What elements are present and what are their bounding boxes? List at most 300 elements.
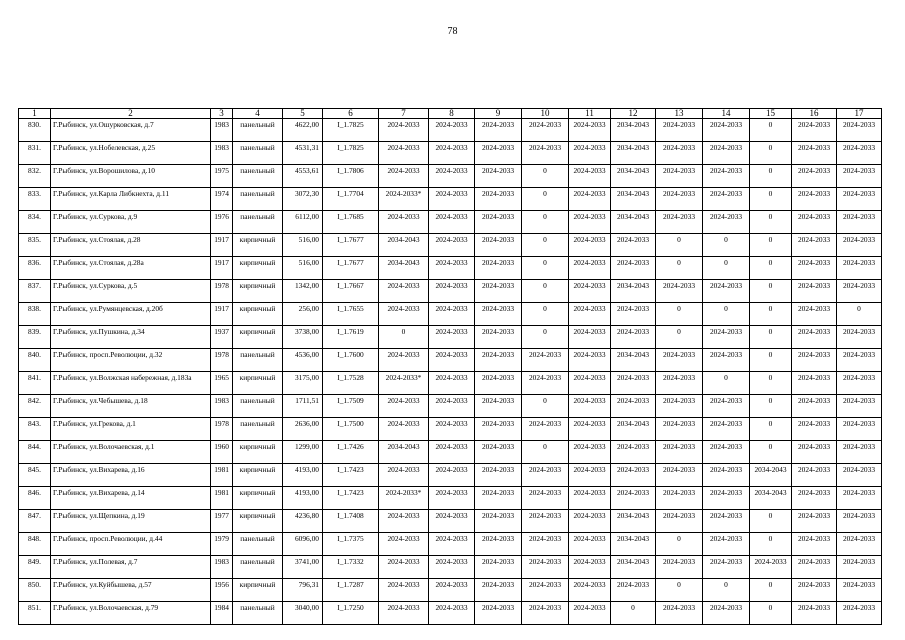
table-cell: 2024-2033 xyxy=(611,372,656,395)
table-cell: 2024-2033 xyxy=(475,257,522,280)
address-cell: Г.Рыбинск, ул.Пушкина, д.34 xyxy=(51,326,211,349)
table-cell: 2024-2033 xyxy=(837,142,882,165)
table-cell: 2024-2033 xyxy=(792,257,837,280)
table-cell: панельный xyxy=(233,556,283,579)
column-number: 9 xyxy=(475,109,522,119)
table-cell: 2024-2033 xyxy=(703,510,750,533)
address-cell: Г.Рыбинск, ул.Карла Либкнехта, д.11 xyxy=(51,188,211,211)
address-cell: Г.Рыбинск, ул.Стоялая, д.28 xyxy=(51,234,211,257)
table-cell: 2024-2033 xyxy=(837,464,882,487)
table-cell: 0 xyxy=(750,326,792,349)
table-cell: I_1.7426 xyxy=(323,441,379,464)
page-number: 78 xyxy=(447,26,458,37)
table-row xyxy=(19,211,882,234)
table-cell: 2024-2033 xyxy=(656,280,703,303)
address-cell: Г.Рыбинск, ул.Ворошилова, д.10 xyxy=(51,165,211,188)
table-cell: 2024-2033 xyxy=(792,579,837,602)
table-cell: 2024-2033 xyxy=(703,165,750,188)
table-cell: 2024-2033 xyxy=(569,395,611,418)
row-number-cell: 833. xyxy=(19,188,51,211)
table-cell: 2024-2033 xyxy=(656,487,703,510)
table-row xyxy=(19,464,882,487)
table-cell: 0 xyxy=(656,234,703,257)
table-cell: 2024-2033 xyxy=(837,533,882,556)
row-number-cell: 850. xyxy=(19,579,51,602)
table-cell: 1975 xyxy=(211,165,233,188)
address-cell: Г.Рыбинск, ул.Волочаевская, д.1 xyxy=(51,441,211,464)
table-cell: 0 xyxy=(656,579,703,602)
table-cell: 0 xyxy=(522,188,569,211)
table-cell: 3040,00 xyxy=(283,602,323,625)
table-row xyxy=(19,510,882,533)
table-cell: 2034-2043 xyxy=(750,464,792,487)
table-cell: 2024-2033 xyxy=(379,579,429,602)
table-cell: кирпичный xyxy=(233,280,283,303)
table-row xyxy=(19,142,882,165)
table-cell: 2024-2033 xyxy=(656,510,703,533)
table-row xyxy=(19,602,882,625)
table-cell: панельный xyxy=(233,142,283,165)
table-cell: 0 xyxy=(656,257,703,280)
table-cell: 2024-2033 xyxy=(569,418,611,441)
table-cell: 2024-2033 xyxy=(611,579,656,602)
table-row xyxy=(19,487,882,510)
column-number: 10 xyxy=(522,109,569,119)
table-cell: 2024-2033 xyxy=(792,188,837,211)
table-cell: 2024-2033 xyxy=(792,142,837,165)
table-cell: 2024-2033 xyxy=(703,441,750,464)
table-cell: 2024-2033 xyxy=(611,257,656,280)
table-cell: 0 xyxy=(522,165,569,188)
table-cell: 1974 xyxy=(211,188,233,211)
table-cell: 0 xyxy=(750,211,792,234)
table-cell: 2024-2033 xyxy=(475,119,522,142)
table-cell: 1960 xyxy=(211,441,233,464)
table-cell: 2024-2033 xyxy=(611,487,656,510)
table-cell: 2024-2033 xyxy=(656,188,703,211)
table-cell: I_1.7250 xyxy=(323,602,379,625)
table-cell: 2024-2033 xyxy=(611,326,656,349)
table-cell: 2024-2033 xyxy=(429,142,475,165)
table-cell: 2034-2043 xyxy=(379,441,429,464)
address-cell: Г.Рыбинск, ул.Волжская набережная, д.183а xyxy=(51,372,211,395)
table-cell: 1981 xyxy=(211,487,233,510)
table-cell: 2024-2033 xyxy=(656,165,703,188)
table-cell: 2024-2033 xyxy=(703,602,750,625)
table-row xyxy=(19,280,882,303)
table-cell: 2024-2033 xyxy=(703,556,750,579)
table-cell: 2024-2033 xyxy=(792,280,837,303)
table-cell: кирпичный xyxy=(233,441,283,464)
table-cell: панельный xyxy=(233,211,283,234)
table-cell: 0 xyxy=(703,372,750,395)
address-cell: Г.Рыбинск, ул.Суркова, д.5 xyxy=(51,280,211,303)
column-number: 17 xyxy=(837,109,882,119)
table-cell: 2024-2033 xyxy=(656,464,703,487)
table-cell: 2024-2033 xyxy=(569,234,611,257)
table-cell: 1937 xyxy=(211,326,233,349)
address-cell: Г.Рыбинск, ул.Куйбышева, д.57 xyxy=(51,579,211,602)
table-cell: 2024-2033 xyxy=(379,418,429,441)
column-number: 14 xyxy=(703,109,750,119)
row-number-cell: 843. xyxy=(19,418,51,441)
table-cell: 1976 xyxy=(211,211,233,234)
table-cell: 2024-2033 xyxy=(792,395,837,418)
table-cell: 2024-2033 xyxy=(429,579,475,602)
table-cell: 1983 xyxy=(211,556,233,579)
table-row xyxy=(19,119,882,142)
table-cell: 2024-2033 xyxy=(656,142,703,165)
table-cell: 2024-2033 xyxy=(429,119,475,142)
table-cell: 4531,31 xyxy=(283,142,323,165)
column-number: 15 xyxy=(750,109,792,119)
address-cell: Г.Рыбинск, ул.Стоялая, д.28а xyxy=(51,257,211,280)
table-cell: I_1.7500 xyxy=(323,418,379,441)
table-cell: 4236,80 xyxy=(283,510,323,533)
table-cell: 2024-2033 xyxy=(837,257,882,280)
table-cell: 2024-2033 xyxy=(792,602,837,625)
table-cell: 2024-2033 xyxy=(792,165,837,188)
table-cell: 2024-2033 xyxy=(656,556,703,579)
table-cell: 2024-2033 xyxy=(569,303,611,326)
table-cell: 2024-2033 xyxy=(429,165,475,188)
table-cell: 1984 xyxy=(211,602,233,625)
table-cell: 1917 xyxy=(211,303,233,326)
table-cell: I_1.7619 xyxy=(323,326,379,349)
table-cell: 2024-2033 xyxy=(379,142,429,165)
address-cell: Г.Рыбинск, ул.Нобелевская, д.25 xyxy=(51,142,211,165)
table-cell: 1981 xyxy=(211,464,233,487)
table-cell: 2024-2033 xyxy=(837,395,882,418)
table-cell: 2024-2033 xyxy=(569,326,611,349)
table-cell: 2024-2033 xyxy=(703,280,750,303)
table-cell: 4536,00 xyxy=(283,349,323,372)
table-cell: 2024-2033 xyxy=(522,119,569,142)
table-cell: 2024-2033 xyxy=(792,487,837,510)
table-cell: 6112,00 xyxy=(283,211,323,234)
table-cell: 2024-2033 xyxy=(837,579,882,602)
table-cell: 2024-2033 xyxy=(792,234,837,257)
table-cell: 2034-2043 xyxy=(750,487,792,510)
table-cell: 2024-2033 xyxy=(379,602,429,625)
table-cell: 2024-2033 xyxy=(792,464,837,487)
table-cell: 1978 xyxy=(211,349,233,372)
table-cell: 2024-2033 xyxy=(837,602,882,625)
housing-register-table xyxy=(18,108,882,625)
table-cell: 2024-2033 xyxy=(837,372,882,395)
table-cell: 2024-2033 xyxy=(379,395,429,418)
column-number: 12 xyxy=(611,109,656,119)
table-cell: панельный xyxy=(233,418,283,441)
table-cell: 0 xyxy=(750,303,792,326)
table-cell: 2024-2033 xyxy=(656,602,703,625)
table-cell: 2024-2033 xyxy=(656,372,703,395)
table-cell: 1977 xyxy=(211,510,233,533)
table-cell: 2024-2033 xyxy=(703,211,750,234)
row-number-cell: 834. xyxy=(19,211,51,234)
address-cell: Г.Рыбинск, ул.Ошурковская, д.7 xyxy=(51,119,211,142)
table-cell: 2024-2033 xyxy=(792,326,837,349)
table-row xyxy=(19,418,882,441)
table-cell: 2034-2043 xyxy=(611,418,656,441)
table-cell: 2024-2033 xyxy=(792,372,837,395)
table-cell: 2024-2033 xyxy=(379,165,429,188)
table-cell: 2024-2033 xyxy=(429,602,475,625)
table-cell: панельный xyxy=(233,119,283,142)
table-cell: 0 xyxy=(522,303,569,326)
table-cell: 2024-2033 xyxy=(429,349,475,372)
table-cell: 2024-2033 xyxy=(429,280,475,303)
row-number-cell: 847. xyxy=(19,510,51,533)
table-cell: 2024-2033 xyxy=(656,418,703,441)
table-cell: 516,00 xyxy=(283,234,323,257)
table-cell: 2024-2033 xyxy=(703,464,750,487)
table-cell: 2024-2033 xyxy=(429,257,475,280)
table-cell: панельный xyxy=(233,395,283,418)
table-cell: 1965 xyxy=(211,372,233,395)
table-cell: 2024-2033 xyxy=(792,510,837,533)
row-number-cell: 830. xyxy=(19,119,51,142)
table-cell: кирпичный xyxy=(233,579,283,602)
table-cell: 0 xyxy=(522,234,569,257)
table-cell: 2024-2033 xyxy=(656,349,703,372)
table-cell: 2024-2033 xyxy=(569,142,611,165)
table-cell: 2034-2043 xyxy=(611,349,656,372)
table-cell: I_1.7677 xyxy=(323,234,379,257)
table-cell: 4622,00 xyxy=(283,119,323,142)
table-cell: 2024-2033 xyxy=(611,395,656,418)
table-cell: 2024-2033 xyxy=(522,579,569,602)
table-cell: 2024-2033 xyxy=(475,188,522,211)
table-cell: 3741,00 xyxy=(283,556,323,579)
table-cell: 2024-2033 xyxy=(429,556,475,579)
table-cell: I_1.7704 xyxy=(323,188,379,211)
row-number-cell: 851. xyxy=(19,602,51,625)
table-cell: 2024-2033 xyxy=(379,556,429,579)
table-cell: 2024-2033 xyxy=(792,303,837,326)
address-cell: Г.Рыбинск, просп.Революции, д.32 xyxy=(51,349,211,372)
table-cell: 2024-2033 xyxy=(379,303,429,326)
address-cell: Г.Рыбинск, ул.Волочаевская, д.79 xyxy=(51,602,211,625)
table-cell: 516,00 xyxy=(283,257,323,280)
table-cell: 2024-2033 xyxy=(569,372,611,395)
column-number: 11 xyxy=(569,109,611,119)
table-cell: 2024-2033 xyxy=(569,119,611,142)
table-cell: 2024-2033 xyxy=(837,119,882,142)
table-cell: 4553,61 xyxy=(283,165,323,188)
table-cell: кирпичный xyxy=(233,372,283,395)
column-number: 16 xyxy=(792,109,837,119)
table-cell: 1978 xyxy=(211,280,233,303)
table-cell: 2024-2033 xyxy=(379,349,429,372)
table-cell: 0 xyxy=(750,119,792,142)
table-cell: 2024-2033 xyxy=(837,326,882,349)
table-row xyxy=(19,257,882,280)
table-cell: 1956 xyxy=(211,579,233,602)
row-number-cell: 848. xyxy=(19,533,51,556)
table-cell: кирпичный xyxy=(233,257,283,280)
table-cell: 2034-2043 xyxy=(379,234,429,257)
row-number-cell: 839. xyxy=(19,326,51,349)
table-cell: I_1.7408 xyxy=(323,510,379,533)
table-cell: 2024-2033 xyxy=(522,510,569,533)
row-number-cell: 837. xyxy=(19,280,51,303)
table-cell: 2024-2033 xyxy=(429,418,475,441)
row-number-cell: 840. xyxy=(19,349,51,372)
table-cell: 1342,00 xyxy=(283,280,323,303)
table-cell: I_1.7667 xyxy=(323,280,379,303)
table-cell: 2034-2043 xyxy=(379,257,429,280)
table-cell: 0 xyxy=(750,234,792,257)
table-cell: 0 xyxy=(750,510,792,533)
table-cell: панельный xyxy=(233,165,283,188)
table-cell: 2034-2043 xyxy=(611,142,656,165)
column-number: 5 xyxy=(283,109,323,119)
table-cell: 2024-2033 xyxy=(522,349,569,372)
table-cell: I_1.7528 xyxy=(323,372,379,395)
table-row xyxy=(19,165,882,188)
table-cell: 2024-2033 xyxy=(522,602,569,625)
address-cell: Г.Рыбинск, просп.Революции, д.44 xyxy=(51,533,211,556)
table-cell: I_1.7332 xyxy=(323,556,379,579)
table-row xyxy=(19,441,882,464)
row-number-cell: 845. xyxy=(19,464,51,487)
table-cell: I_1.7677 xyxy=(323,257,379,280)
table-cell: 2024-2033 xyxy=(837,165,882,188)
table-cell: I_1.7806 xyxy=(323,165,379,188)
table-cell: панельный xyxy=(233,602,283,625)
table-cell: 2024-2033 xyxy=(475,510,522,533)
table-cell: 2024-2033 xyxy=(475,395,522,418)
table-cell: 2024-2033 xyxy=(569,349,611,372)
table-cell: 0 xyxy=(522,257,569,280)
table-cell: 2024-2033 xyxy=(475,142,522,165)
table-cell: 2034-2043 xyxy=(611,188,656,211)
table-cell: 2024-2033 xyxy=(792,211,837,234)
table-cell: 2024-2033 xyxy=(792,533,837,556)
table-cell: 0 xyxy=(703,234,750,257)
table-cell: 0 xyxy=(656,303,703,326)
table-cell: 2024-2033 xyxy=(611,464,656,487)
table-cell: 2024-2033 xyxy=(475,533,522,556)
table-cell: 1979 xyxy=(211,533,233,556)
table-cell: 2024-2033 xyxy=(611,441,656,464)
table-cell: 2024-2033 xyxy=(837,234,882,257)
table-cell: 2024-2033 xyxy=(475,303,522,326)
row-number-cell: 832. xyxy=(19,165,51,188)
row-number-cell: 842. xyxy=(19,395,51,418)
table-cell: 0 xyxy=(750,188,792,211)
table-cell: 2636,00 xyxy=(283,418,323,441)
table-row xyxy=(19,188,882,211)
table-cell: 2024-2033 xyxy=(475,211,522,234)
table-cell: 1978 xyxy=(211,418,233,441)
table-cell: 2024-2033 xyxy=(837,556,882,579)
table-cell: 2024-2033 xyxy=(475,556,522,579)
table-cell: 0 xyxy=(703,303,750,326)
table-row xyxy=(19,533,882,556)
table-cell: 2024-2033 xyxy=(656,441,703,464)
table-cell: 2024-2033 xyxy=(475,441,522,464)
table-cell: 0 xyxy=(703,579,750,602)
table-cell: 1983 xyxy=(211,119,233,142)
table-cell: 1983 xyxy=(211,395,233,418)
table-cell: 256,00 xyxy=(283,303,323,326)
address-cell: Г.Рыбинск, ул.Щепкина, д.19 xyxy=(51,510,211,533)
table-cell: 2024-2033 xyxy=(429,326,475,349)
table-cell: 2024-2033 xyxy=(569,441,611,464)
table-cell: 3072,30 xyxy=(283,188,323,211)
table-cell: 2024-2033 xyxy=(429,188,475,211)
table-cell: 2024-2033 xyxy=(837,510,882,533)
table-cell: 2024-2033 xyxy=(522,142,569,165)
table-cell: кирпичный xyxy=(233,510,283,533)
address-cell: Г.Рыбинск, ул.Суркова, д.9 xyxy=(51,211,211,234)
column-number: 3 xyxy=(211,109,233,119)
row-number-cell: 841. xyxy=(19,372,51,395)
table-cell: 2024-2033 xyxy=(522,556,569,579)
table-cell: 6096,00 xyxy=(283,533,323,556)
table-cell: 2024-2033 xyxy=(837,188,882,211)
table-cell: 2024-2033 xyxy=(475,234,522,257)
table-row xyxy=(19,349,882,372)
table-cell: 2024-2033 xyxy=(475,349,522,372)
address-cell: Г.Рыбинск, ул.Грекова, д.1 xyxy=(51,418,211,441)
table-cell: 2024-2033 xyxy=(703,487,750,510)
column-number-row xyxy=(19,109,882,119)
table-cell: I_1.7287 xyxy=(323,579,379,602)
address-cell: Г.Рыбинск, ул.Чебышева, д.18 xyxy=(51,395,211,418)
table-cell: 2034-2043 xyxy=(611,211,656,234)
table-cell: 2034-2043 xyxy=(611,556,656,579)
table-cell: 2024-2033 xyxy=(522,464,569,487)
table-cell: 2024-2033 xyxy=(475,372,522,395)
table-cell: кирпичный xyxy=(233,464,283,487)
table-cell: 2024-2033 xyxy=(429,395,475,418)
table-cell: 0 xyxy=(611,602,656,625)
address-cell: Г.Рыбинск, ул.Вихарева, д.16 xyxy=(51,464,211,487)
table-cell: 1917 xyxy=(211,257,233,280)
table-cell: 2024-2033 xyxy=(750,556,792,579)
table-cell: панельный xyxy=(233,188,283,211)
table-cell: панельный xyxy=(233,349,283,372)
table-cell: 2024-2033 xyxy=(429,464,475,487)
table-cell: 0 xyxy=(837,303,882,326)
row-number-cell: 836. xyxy=(19,257,51,280)
row-number-cell: 835. xyxy=(19,234,51,257)
table-cell: 2024-2033 xyxy=(475,464,522,487)
table-cell: 0 xyxy=(522,280,569,303)
table-cell: 2024-2033 xyxy=(703,533,750,556)
table-cell: кирпичный xyxy=(233,487,283,510)
row-number-cell: 831. xyxy=(19,142,51,165)
table-cell: 4193,00 xyxy=(283,464,323,487)
table-cell: 3175,00 xyxy=(283,372,323,395)
table-cell: I_1.7423 xyxy=(323,487,379,510)
table-row xyxy=(19,326,882,349)
table-cell: 2024-2033 xyxy=(837,349,882,372)
table-cell: 0 xyxy=(750,372,792,395)
table-cell: I_1.7825 xyxy=(323,142,379,165)
table-cell: 0 xyxy=(656,533,703,556)
table-cell: 2024-2033 xyxy=(522,418,569,441)
table-cell: 0 xyxy=(750,142,792,165)
row-number-cell: 844. xyxy=(19,441,51,464)
table-cell: кирпичный xyxy=(233,234,283,257)
table-cell: 2024-2033 xyxy=(611,303,656,326)
column-number: 7 xyxy=(379,109,429,119)
table-cell: 1917 xyxy=(211,234,233,257)
